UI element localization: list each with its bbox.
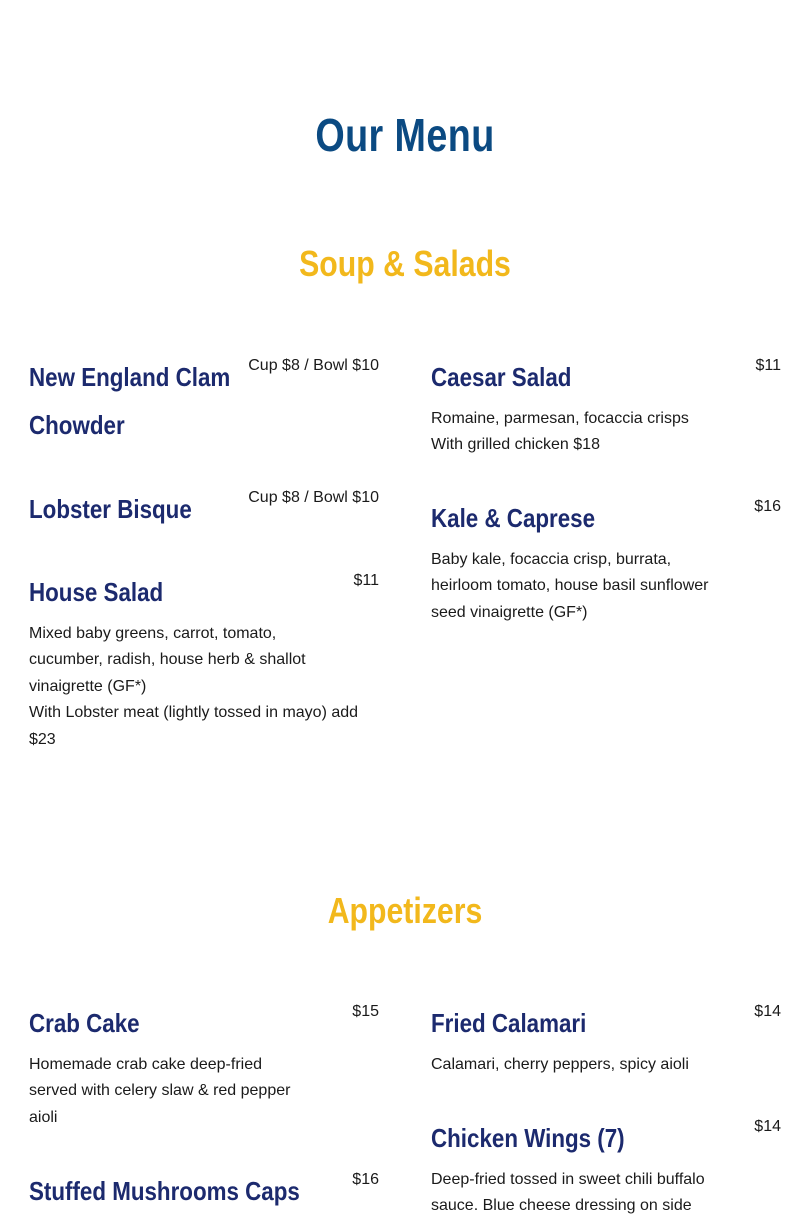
item-price: $16 (352, 1171, 379, 1188)
item-name: Fried Calamari (431, 1008, 587, 1038)
section-title-soup-salads: Soup & Salads (299, 243, 511, 284)
menu-item-chicken-wings (431, 1114, 781, 1216)
item-name: Caesar Salad (431, 362, 572, 392)
item-name: Kale & Caprese (431, 503, 596, 533)
item-name: Lobster Bisque (29, 494, 192, 524)
item-price: $16 (754, 498, 781, 515)
item-price: Cup $8 / Bowl $10 (248, 489, 379, 506)
item-price: $14 (754, 1118, 781, 1135)
item-description: Romaine, parmesan, focaccia crisps With grilled chicken $18 (431, 410, 689, 454)
menu-item-fried-calamari (431, 999, 781, 1089)
menu-item-clam-chowder (29, 353, 379, 453)
item-name: Stuffed Mushrooms Caps (29, 1176, 300, 1206)
item-description: Mixed baby greens, carrot, tomato, cucumber, radish, house herb & shallot vinaigrette (GF*) With Lobster meat (lightly tossed in mayo) add $23 (29, 625, 359, 748)
section-title-appetizers: Appetizers (327, 890, 483, 931)
item-price: $11 (353, 572, 379, 589)
item-price: $11 (755, 357, 781, 374)
item-description: Calamari, cherry peppers, spicy aioli (431, 1056, 689, 1073)
menu-item-house-salad (29, 568, 379, 758)
item-name: Crab Cake (29, 1008, 140, 1038)
menu-item-crab-cake (29, 999, 379, 1139)
item-name: New England Clam Chowder (29, 362, 231, 440)
item-name: House Salad (29, 577, 164, 607)
item-price: $15 (352, 1003, 379, 1020)
page-title: Our Menu (315, 109, 495, 161)
item-description: Baby kale, focaccia crisp, burrata, heirloom tomato, house basil sunflower seed vinaigrette (GF*) (431, 551, 709, 621)
menu-item-stuffed-mushrooms (29, 1167, 379, 1216)
item-price: $14 (754, 1003, 781, 1020)
item-description: Homemade crab cake deep-fried served with celery slaw & red pepper aioli (29, 1056, 291, 1126)
item-name: Chicken Wings (7) (431, 1123, 625, 1153)
menu-item-lobster-bisque (29, 485, 379, 535)
menu-item-caesar-salad (431, 353, 781, 463)
menu-item-kale-caprese (431, 494, 781, 634)
item-price: Cup $8 / Bowl $10 (248, 357, 379, 374)
item-description: Deep-fried tossed in sweet chili buffalo sauce. Blue cheese dressing on side (431, 1171, 705, 1215)
